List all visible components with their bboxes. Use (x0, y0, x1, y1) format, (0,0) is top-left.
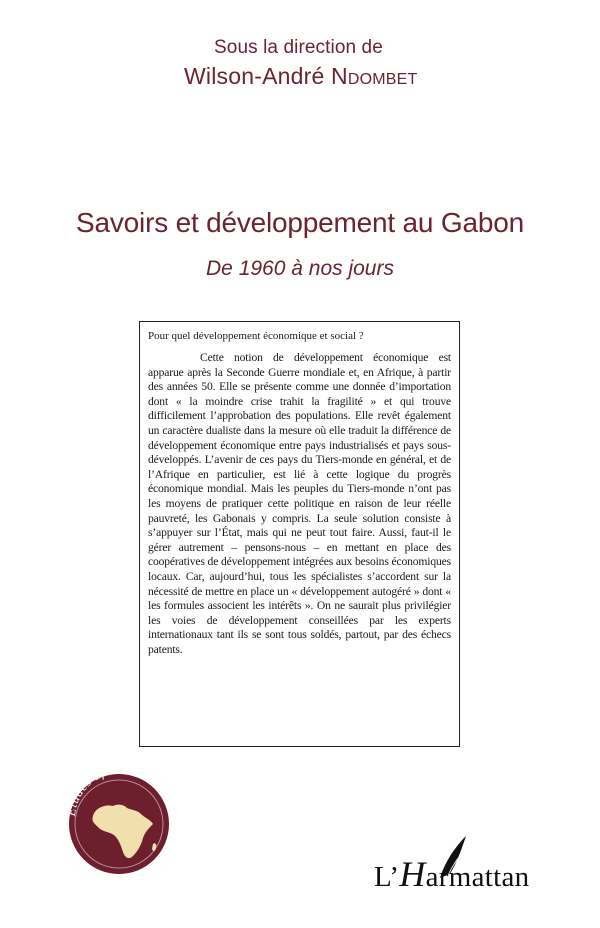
book-title: Savoirs et développement au Gabon (76, 207, 524, 238)
blurb-text: Cette notion de développement économique est apparue après la Seconde Guerre mondiale et, en Afrique, à partir des années 50. Elle se présente comme une donnée d’importation dont « la moindre crise trahit la fragilité » et qui trouve difficilement l’approbation des populations. Elle revêt également un caractère dualiste dans la mesure où elle traduit la différence de développement économique entre pays industrialisés et pays sous-développés. L’avenir de ces pays du Tiers-monde en général, et de l’Afrique en particulier, est lié à cette logique du progrès économique mondial. Mais les peuples du Tiers-monde n’ont pas les moyens de pratiquer cette politique en raison de leur réelle pauvreté, les Gabonais y compris. La seule solution consiste à s’appuyer sur l’État, mais qui ne peut tout faire. Aussi, faut-il le gérer autrement – pensons-nous – en mettant en place des coopératives de développement intégrées aux besoins économiques locaux. Car, aujourd’hui, tous les spécialistes s’accordent sur la nécessité de mettre en place un « développement autogéré » dont « les formules associent les intérêts ». On ne saurait plus privilégier les voies de développement conseillées par les experts internationaux tant ils se sont tous soldés, partout, par des échecs patents. (148, 351, 451, 656)
publisher-name (374, 854, 530, 894)
publisher-rest: armattan (425, 861, 530, 893)
blurb-box (139, 321, 460, 747)
logo-arc-text: Études africaines (62, 761, 157, 818)
publisher-prefix: L’ (374, 861, 400, 893)
etudes-africaines-logo (53, 752, 183, 877)
book-subtitle: De 1960 à nos jours (206, 257, 394, 280)
editor-last-name: Ndombet (331, 63, 418, 89)
editor-name (184, 62, 484, 90)
editor-block (184, 36, 484, 90)
blurb-heading: Pour quel développement économique et social ? (148, 330, 364, 342)
editor-label: Sous la direction de (214, 37, 383, 58)
publisher-initial: H (399, 854, 426, 894)
editor-first-name: Wilson-André (184, 63, 332, 89)
